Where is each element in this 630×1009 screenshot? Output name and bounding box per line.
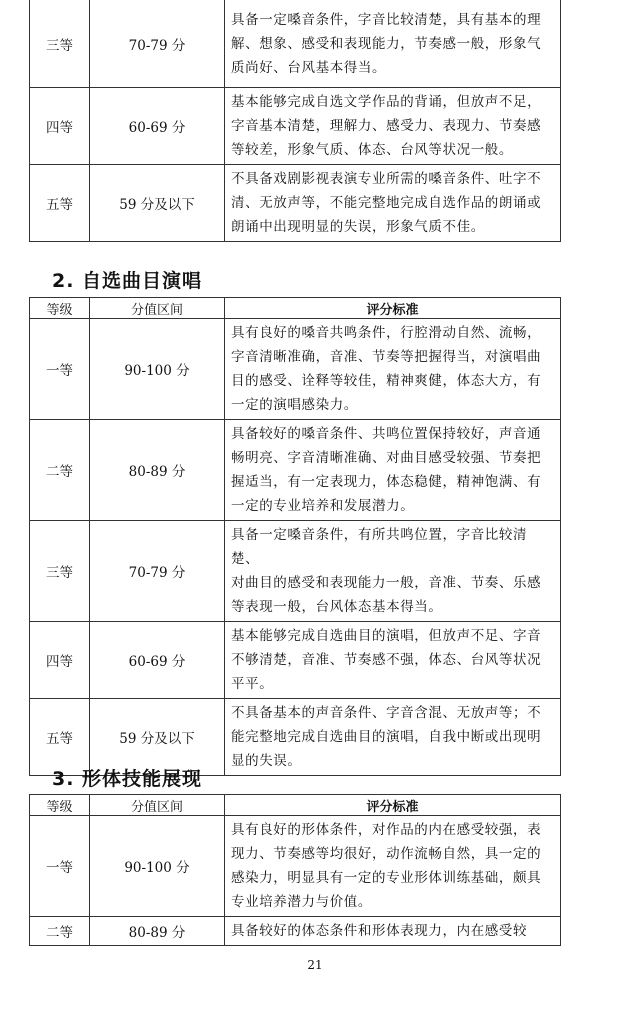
criteria-cell: 具备一定嗓音条件，字音比较清楚，具有基本的理 解、想象、感受和表现能力，节奏感一般，形象气 质尚好、台风基本得当。 — [225, 0, 561, 88]
range-cell: 70-79 分 — [90, 521, 225, 622]
table-row — [30, 420, 561, 521]
criteria-cell: 具备较好的体态条件和形体表现力，内在感受较 — [225, 917, 561, 946]
grade-cell: 三等 — [30, 0, 90, 88]
table-row — [30, 165, 561, 242]
grade-cell: 三等 — [30, 521, 90, 622]
table-row — [30, 0, 561, 88]
page-number: 21 — [307, 958, 323, 972]
grade-cell: 五等 — [30, 165, 90, 242]
range-cell: 80-89 分 — [90, 420, 225, 521]
criteria-cell: 不具备基本的声音条件、字音含混、无放声等；不 能完整地完成自选曲目的演唱，自我中断或出现明 显的失误。 — [225, 699, 561, 776]
grade-cell: 二等 — [30, 420, 90, 521]
scoring-table-recitation-continued — [29, 0, 561, 242]
scoring-table-song — [29, 297, 561, 776]
header-grade: 等级 — [30, 298, 90, 319]
grade-cell: 四等 — [30, 88, 90, 165]
criteria-cell: 具有良好的嗓音共鸣条件，行腔滑动自然、流畅， 字音清晰准确，音准、节奏等把握得当，对演唱曲 目的感受、诠释等较佳，精神爽健，体态大方，有 一定的演唱感染力。 — [225, 319, 561, 420]
header-range: 分值区间 — [90, 795, 225, 816]
range-cell: 60-69 分 — [90, 622, 225, 699]
header-range: 分值区间 — [90, 298, 225, 319]
range-cell: 80-89 分 — [90, 917, 225, 946]
header-criteria: 评分标准 — [225, 795, 561, 816]
criteria-cell: 具备较好的嗓音条件、共鸣位置保持较好，声音通 畅明亮、字音清晰准确、对曲目感受较强、节奏把 握适当，有一定表现力，体态稳健，精神饱满、有 一定的专业培养和发展潜力。 — [225, 420, 561, 521]
criteria-cell: 基本能够完成自选文学作品的背诵，但放声不足， 字音基本清楚，理解力、感受力、表现力、节奏感 等较差，形象气质、体态、台风等状况一般。 — [225, 88, 561, 165]
range-cell: 59 分及以下 — [90, 165, 225, 242]
grade-cell: 一等 — [30, 319, 90, 420]
criteria-cell: 基本能够完成自选曲目的演唱，但放声不足、字音 不够清楚，音准、节奏感不强，体态、台风等状况 平平。 — [225, 622, 561, 699]
header-criteria: 评分标准 — [225, 298, 561, 319]
table-row — [30, 319, 561, 420]
grade-cell: 二等 — [30, 917, 90, 946]
grade-cell: 四等 — [30, 622, 90, 699]
range-cell: 90-100 分 — [90, 816, 225, 917]
table-row — [30, 816, 561, 917]
criteria-cell: 具备一定嗓音条件，有所共鸣位置，字音比较清楚、 对曲目的感受和表现能力一般，音准、节奏、乐感 等表现一般，台风体态基本得当。 — [225, 521, 561, 622]
header-grade: 等级 — [30, 795, 90, 816]
range-cell: 70-79 分 — [90, 0, 225, 88]
grade-cell: 五等 — [30, 699, 90, 776]
grade-cell: 一等 — [30, 816, 90, 917]
table-header-row — [30, 298, 561, 319]
table-header-row — [30, 795, 561, 816]
range-cell: 59 分及以下 — [90, 699, 225, 776]
table-row — [30, 917, 561, 946]
range-cell: 60-69 分 — [90, 88, 225, 165]
criteria-cell: 不具备戏剧影视表演专业所需的嗓音条件、吐字不 清、无放声等，不能完整地完成自选作品的朗诵或 朗诵中出现明显的失误，形象气质不佳。 — [225, 165, 561, 242]
table-row — [30, 88, 561, 165]
scoring-table-physical — [29, 794, 561, 946]
range-cell: 90-100 分 — [90, 319, 225, 420]
section-heading-song: 2. 自选曲目演唱 — [52, 270, 203, 292]
criteria-cell: 具有良好的形体条件，对作品的内在感受较强，表 现力、节奏感等均很好，动作流畅自然，具一定的 感染力，明显具有一定的专业形体训练基础，颇具 专业培养潜力与价值。 — [225, 816, 561, 917]
table-row — [30, 622, 561, 699]
section-heading-physical: 3. 形体技能展现 — [52, 768, 203, 790]
table-row — [30, 521, 561, 622]
